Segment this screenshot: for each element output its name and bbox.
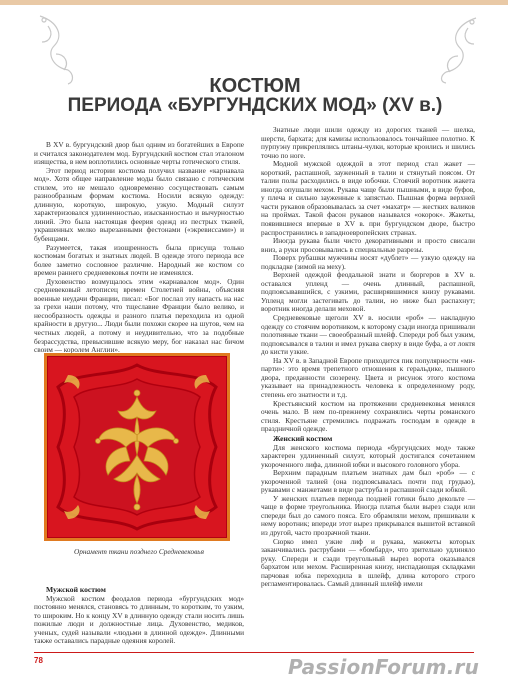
- paragraph: У женских платьев периода поздней готики было декольте — чаще в форме треугольника. Иногда платья были вырез сзади или спереди был до самого пояса. Его обрамляли мехом, пришивали к нему воротник; впереди этот вырез прикрывался вышитой вставкой из другой, часто прозрачной ткани.: [261, 493, 475, 538]
- top-rule: [0, 0, 508, 5]
- paragraph: Мужской костюм феодалов периода «бургундских мод» постоянно менялся, становясь то длинным, то коротким, то узким, то широким. Но к концу XV в длинную одежду стали носить лишь пожилые люди и должностные лица. Духовенство, медиков, ученых, судей называли «людьми в длинной одежде». Длинными также оставались парадные одеяния королей.: [34, 593, 244, 646]
- paragraph: Для женского костюма периода «бургундских мод» также характерен удлиненный силуэт, который достигался сочетанием укороченного лифа, длинной юбки и высокого головного убора.: [261, 442, 475, 469]
- paragraph: Верхним парадным платьем знатных дам был «роб» — с укороченной талией (она подпоясывалась почти под грудью), рукавами с манжетами в виде раструба и распашной сзади юбкой.: [261, 468, 475, 495]
- section-heading: Женский костюм: [273, 434, 333, 443]
- fabric-ornament-icon: [48, 357, 226, 537]
- womens-costume-section: [261, 435, 475, 589]
- page-title-line1: КОСТЮМ: [209, 75, 301, 98]
- section-heading: Мужской костюм: [46, 585, 106, 594]
- page-number: 78: [34, 656, 43, 665]
- paragraph: Средневековые щеголи XV в. носили «роб» — накладную одежду со стоячим воротником, к которому сзади иногда пришивали полотняные ткани — своеобразный шлейф. Спереди роб был узким, подпоясывался в талии и имел рукава сверху в виде буфа, а от локтя до кисти узкие.: [261, 313, 475, 357]
- page-title: [60, 76, 450, 116]
- fabric-ornament-image: [48, 357, 226, 537]
- paragraph: Модной мужской одеждой в этот период стал жакет — короткий, распашной, зауженный в талии и стянутый поясом. От талии полы расходились в виде юбочки. Стоячий воротник жакета иногда опушали мехом. Рукава чаще были пышными, в виде буфов, у плеча и сильно зауженные к запястью. Пышная форма верхней части рукавов образовывалась за счет «махатр» — жестких валиков на проймах. Такой фасон рукавов назывался «окорок». Жакеты, появившиеся впервые в XV в. при бургундском дворе, быстро распространились в западноевропейских странах.: [261, 159, 475, 237]
- paragraph: Разумеется, такая изощренность была присуща только костюмам богатых и знатных людей. В одежде этого периода все более заметно сословное различие. Народный же костюм со времен раннего средневековья почти не изменялся.: [34, 242, 244, 278]
- paragraph: Знатные люди шили одежду из дорогих тканей — шелка, шерсти, бархата; для камизы использовалось тончайшее полотно. К пурпуэну прикреплялись штаны-чулки, которые кроились и шились точно по ноге.: [261, 125, 475, 160]
- figure-caption: Орнамент ткани позднего Средневековья: [73, 547, 205, 556]
- footer-rule: [34, 652, 474, 653]
- paragraph: Крестьянский костюм на протяжении средневековья менялся очень мало. В нем по-прежнему сохранялись черты романского стиля. Крестьяне стремились подражать господам в одежде в праздничной одежде.: [261, 398, 475, 434]
- paragraph: Этот период истории костюма получил название «карнавала мод». Хотя общее направление моды было связано с готическим стилем, это не мешало одновременно сосуществовать самым разнообразным формам костюма. Носили всякую одежду: длинную, короткую, широкую, узкую. Модный силуэт характеризовался удлиненностью, изысканностью и вычурностью линий. Это была настоящая феерия одежд из пестрых тканей, украшенных мелко вырезанными фестонами («экревиссами») и бубенцами.: [34, 165, 244, 244]
- left-column-text: [34, 141, 244, 355]
- paragraph: Сюрко имел узкие лиф и рукава, манжеты которых заканчивались раструбами — «бомбард», что зрительно удлиняло руку. Спереди и сзади треугольный вырез ворота оказывался бархатом или мехом. Расширенная книзу, ниспадающая складками парчовая юбка переходила в шлейф, длина которого строго регламентировалась. Самый длинный шлейф имели: [261, 536, 475, 589]
- ornament-right-icon: [432, 14, 482, 84]
- paragraph: Поверх рубашки мужчины носят «дублет» — узкую одежду на подкладке (зимой на меху).: [261, 253, 475, 271]
- paragraph: Духовенство возмущалось этим «карнавалом мод». Один средневековый летописец времен Столетней войны, объясняя военные неудачи Франции, писал: «Бог послал эту напасть на нас за грехи наши потому, что тщеславие Франции было велико, и несообразность одежды и разного платья переходила из одной крайности в другую... Люди были похожи скорее на шутов, чем на честных людей, а потому и неудивительно, что за подобные безрассудства, превысившие всякую меру, бог наказал нас бичом своим — королем Англии».: [34, 276, 244, 355]
- page-title-line2: ПЕРИОДА «БУРГУНДСКИХ МОД» (XV в.): [67, 95, 443, 117]
- ornament-left-icon: [34, 12, 82, 86]
- paragraph: На XV в. в Западной Европе приходится пик популярности «ми-парти»: это время трепетного отношения к геральдике, пышного двора, преданности сюзерену. Цвета и рисунок этого костюма указывает на принадлежность человека к определенному роду, степень его знатности и т.д.: [261, 355, 475, 399]
- right-column-text: [261, 126, 475, 434]
- paragraph: Иногда рукава были чисто декоративными и просто свисали вниз, а руки просовывались в специальные разрезы.: [261, 236, 475, 254]
- paragraph: В XV в. бургундский двор был одним из богатейших в Европе и считался законодателем мод. Бургундский костюм стал эталоном изящества, в нем воплотились основные черты готического стиля.: [34, 140, 244, 167]
- mens-costume-section: [34, 586, 244, 646]
- paragraph: Верхней одеждой феодальной знати и бюргеров в XV в. оставался упленд — очень длинный, распашной, подпоясывавшийся, с узкими, расширявшимися книзу рукавами. Упленд могли застегивать до талии, но ниже был распахнут; воротник иногда делали меховой.: [261, 270, 475, 314]
- watermark: PassionForum.ru: [288, 655, 480, 679]
